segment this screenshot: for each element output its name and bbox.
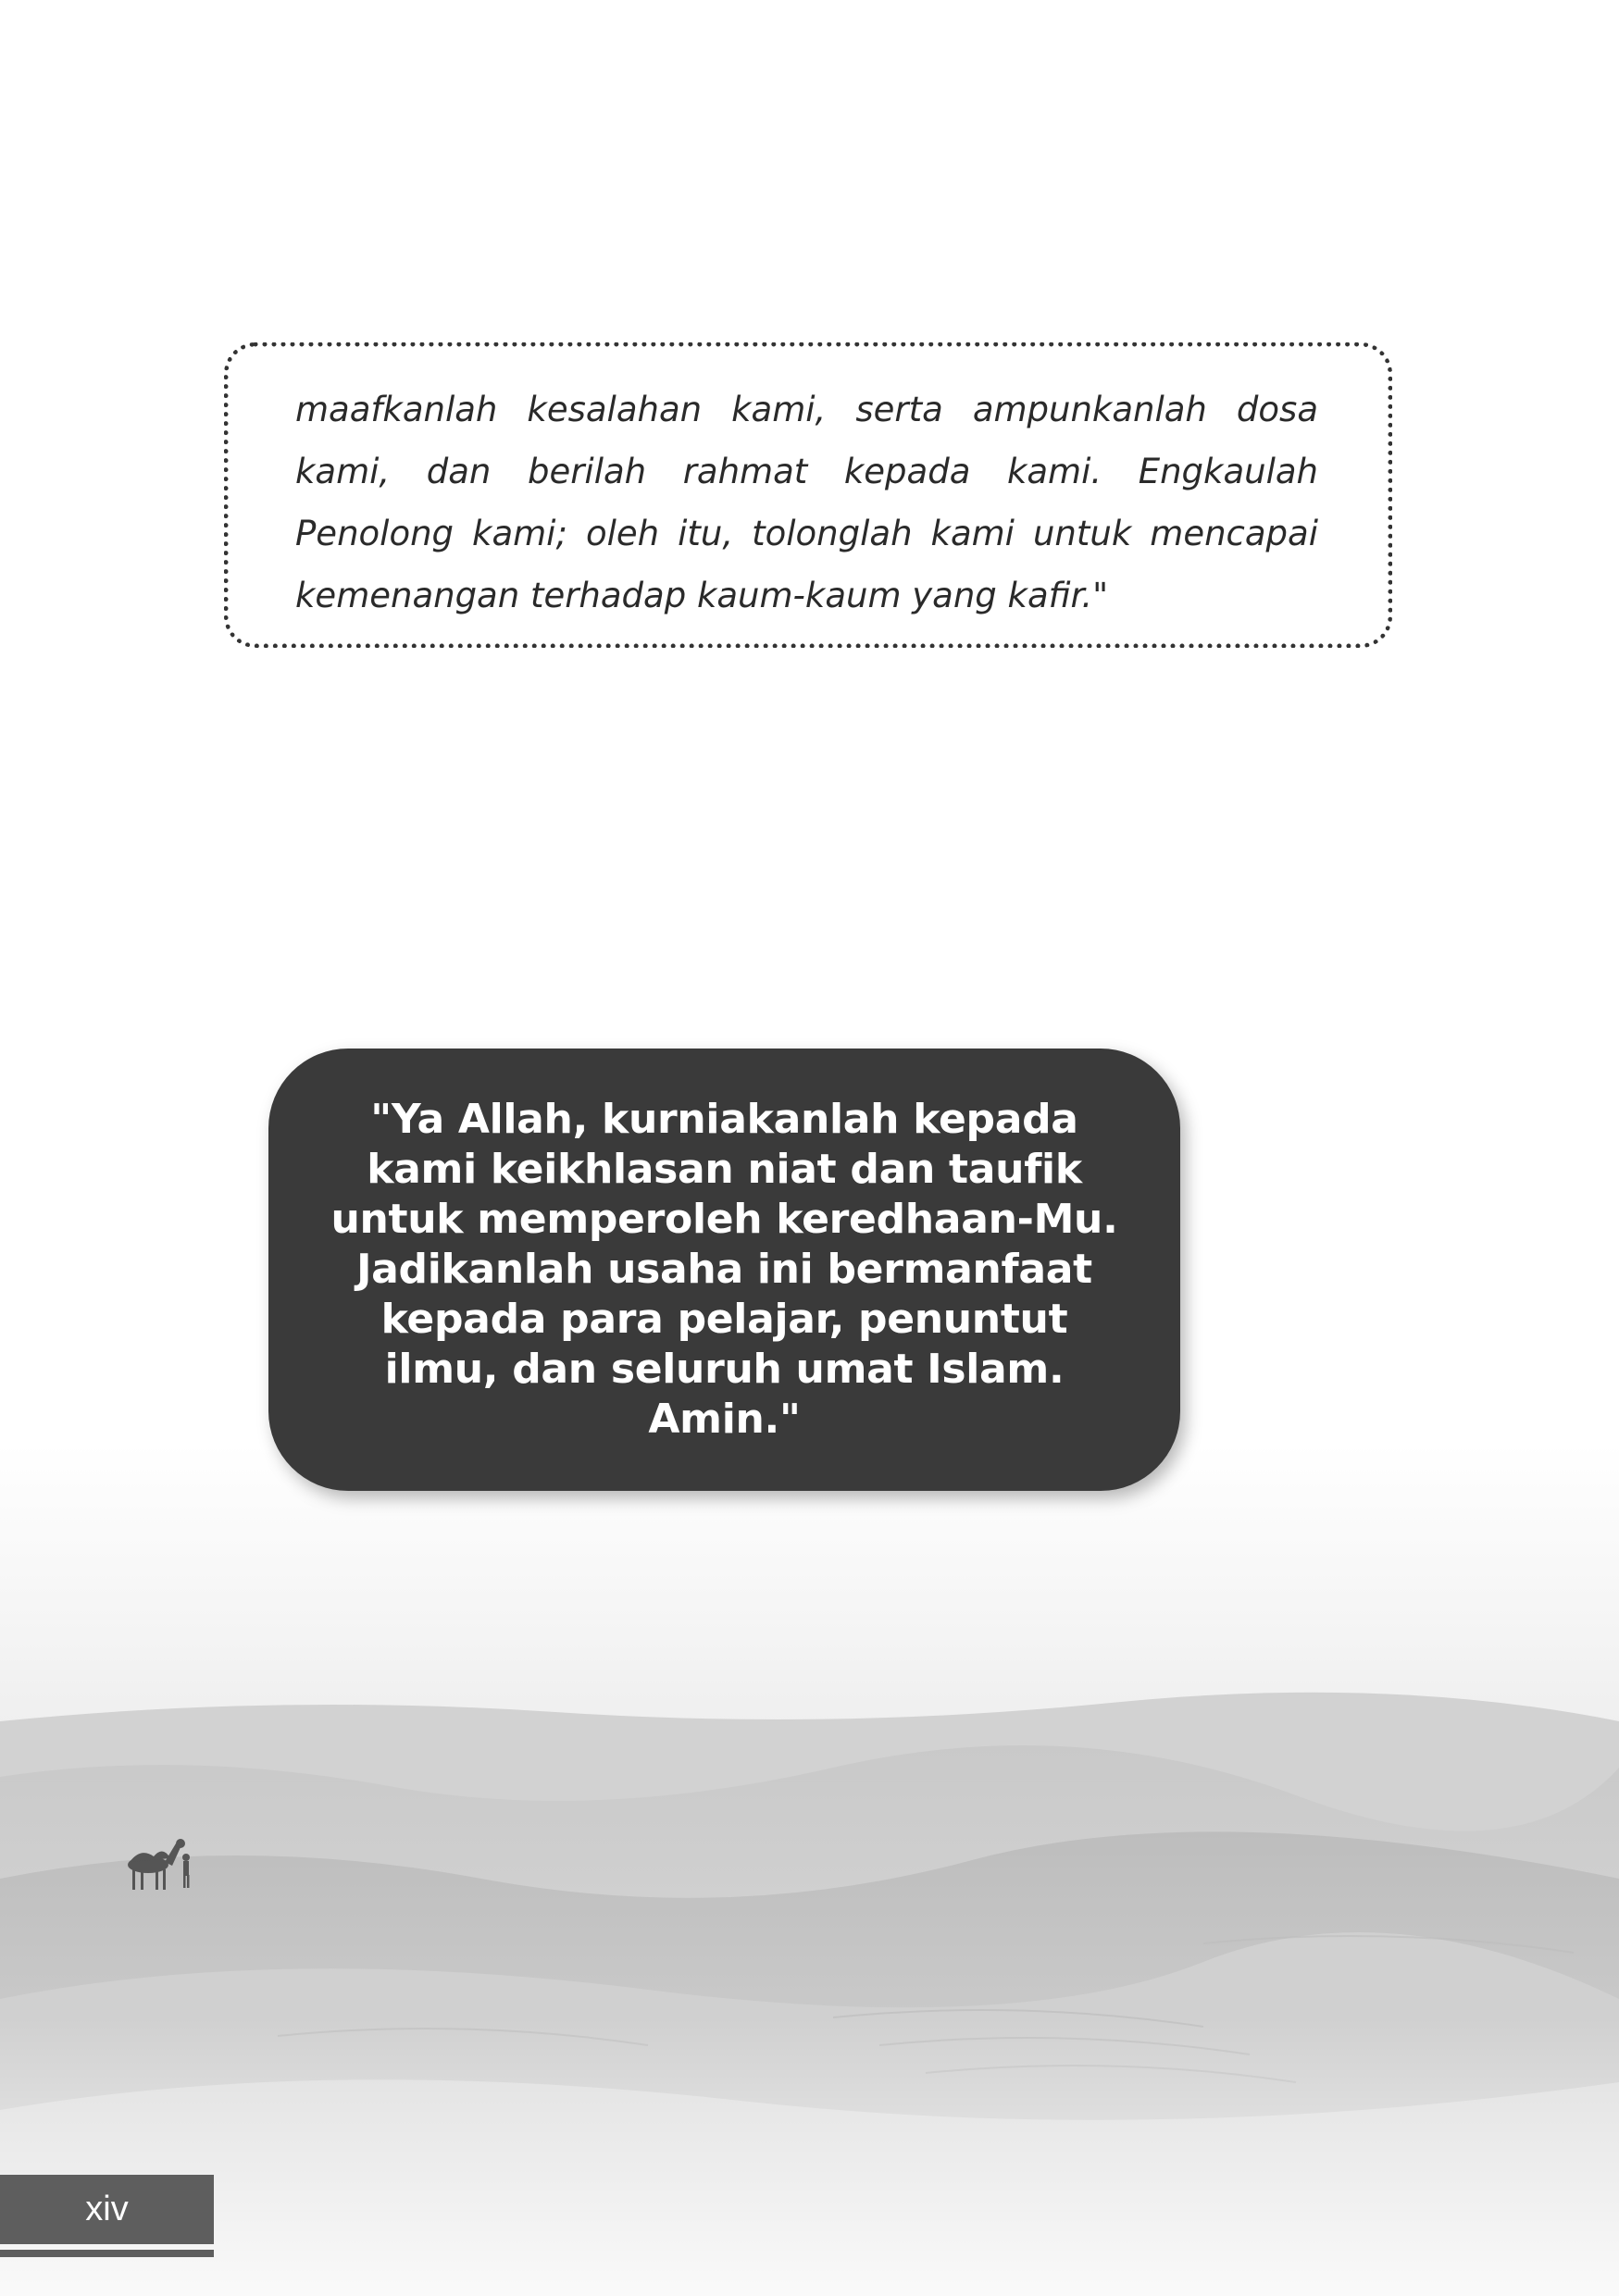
quote-box <box>224 342 1392 648</box>
page-number-tab <box>0 2175 214 2244</box>
prayer-text: "Ya Allah, kurniakanlah kepada kami keikhlasan niat dan taufik untuk memperoleh keredhaan-Mu. Jadikanlah usaha ini bermanfaat kepada para pelajar, penuntut ilmu, dan seluruh umat Islam. Amin." <box>330 1096 1118 1443</box>
quote-text: maafkanlah kesalahan kami, serta ampunkanlah dosa kami, dan berilah rahmat kepada kami. Engkaulah Penolong kami; oleh itu, tolonglah kami untuk mencapai kemenangan terhadap kaum-kaum yang kafir." <box>295 390 1318 615</box>
page-number: xiv <box>85 2190 129 2228</box>
desert-background-image <box>0 1444 1619 2296</box>
prayer-box <box>268 1049 1180 1491</box>
page-tab-underline <box>0 2250 214 2257</box>
